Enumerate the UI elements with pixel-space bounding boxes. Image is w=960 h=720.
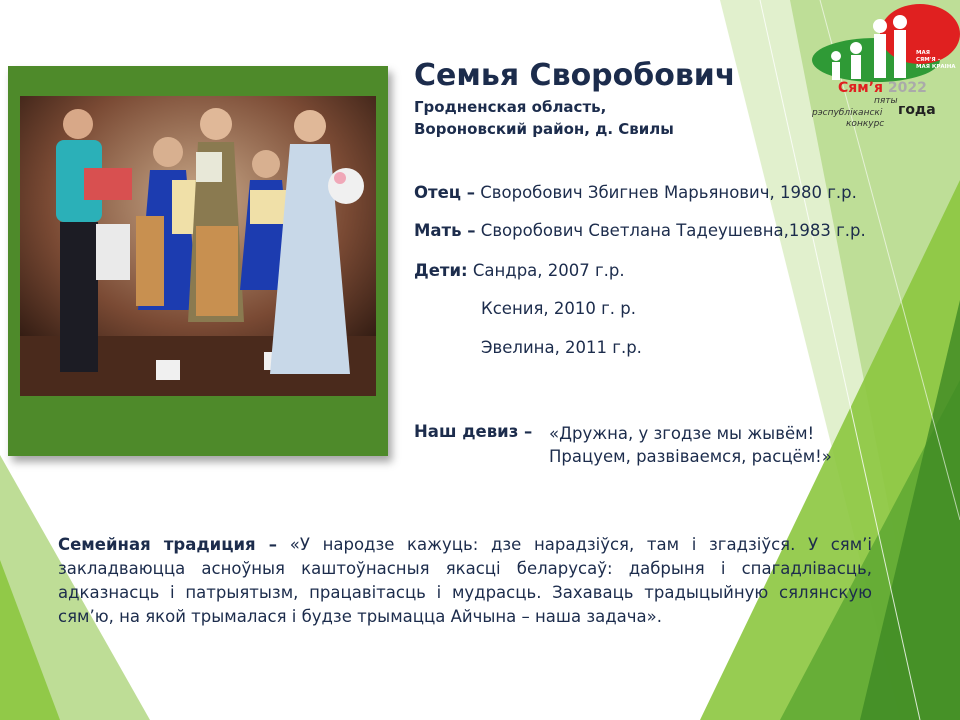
family-photo-icon [20, 96, 376, 396]
child-item: Ксения, 2010 г. р. [481, 299, 636, 318]
logo-line-1: пяты [874, 96, 898, 106]
logo-slogan [916, 50, 956, 71]
family-photo [20, 96, 376, 396]
logo-brand-word: Сям’я [838, 80, 884, 96]
page-title: Семья Своробович [414, 58, 736, 93]
logo-slogan-line: МАЯ [916, 50, 930, 56]
children-row [414, 261, 625, 280]
mother-label: Мать – [414, 221, 476, 240]
family-tradition [58, 533, 872, 629]
region-info [414, 96, 674, 140]
tradition-text: «У народзе кажуць: дзе нарадзіўся, там і згадзіўся. У сям’і закладваюцца асноўныя каштоўнасныя якасці беларусаў: дабрыня і спагадлівасць, адказнасць і патрыятызм, працавітасць і мудрасць. Захаваць традыцыйную сялянскую сям’ю, на якой трымалася і будзе трымацца Айчына – наша задача». [58, 535, 873, 626]
father-label: Отец – [414, 183, 476, 202]
region-line-2: Вороновский район, д. Свилы [414, 120, 674, 138]
motto-line-1: «Дружна, у згодзе мы жывём! [549, 424, 815, 443]
region-line-1: Гродненская область, [414, 98, 607, 116]
logo-brand-year: 2022 [887, 80, 927, 96]
logo-brand [838, 80, 927, 96]
photo-frame [8, 66, 388, 456]
mother-value: Своробович Светлана Тадеушевна,1983 г.р. [480, 221, 866, 240]
logo-line-3: конкурс [846, 119, 885, 129]
motto-line-2: Працуем, развіваемся, расцём!» [549, 447, 832, 466]
children-label: Дети: [414, 261, 468, 280]
mother-row [414, 221, 866, 240]
logo-slogan-line: МАЯ КРАІНА [916, 64, 956, 70]
logo-line-2: рэспубліканскі [812, 108, 883, 118]
child-item: Эвелина, 2011 г.р. [481, 338, 642, 357]
child-item: Сандра, 2007 г.р. [472, 261, 625, 280]
logo-slogan-line: СЯМ'Я – [916, 57, 941, 63]
tradition-label: Семейная традиция – [58, 535, 278, 554]
motto-label: Наш девиз – [414, 422, 533, 441]
father-value: Своробович Збигнев Марьянович, 1980 г.р. [480, 183, 857, 202]
logo-year-word: года [898, 102, 936, 118]
father-row [414, 183, 857, 202]
